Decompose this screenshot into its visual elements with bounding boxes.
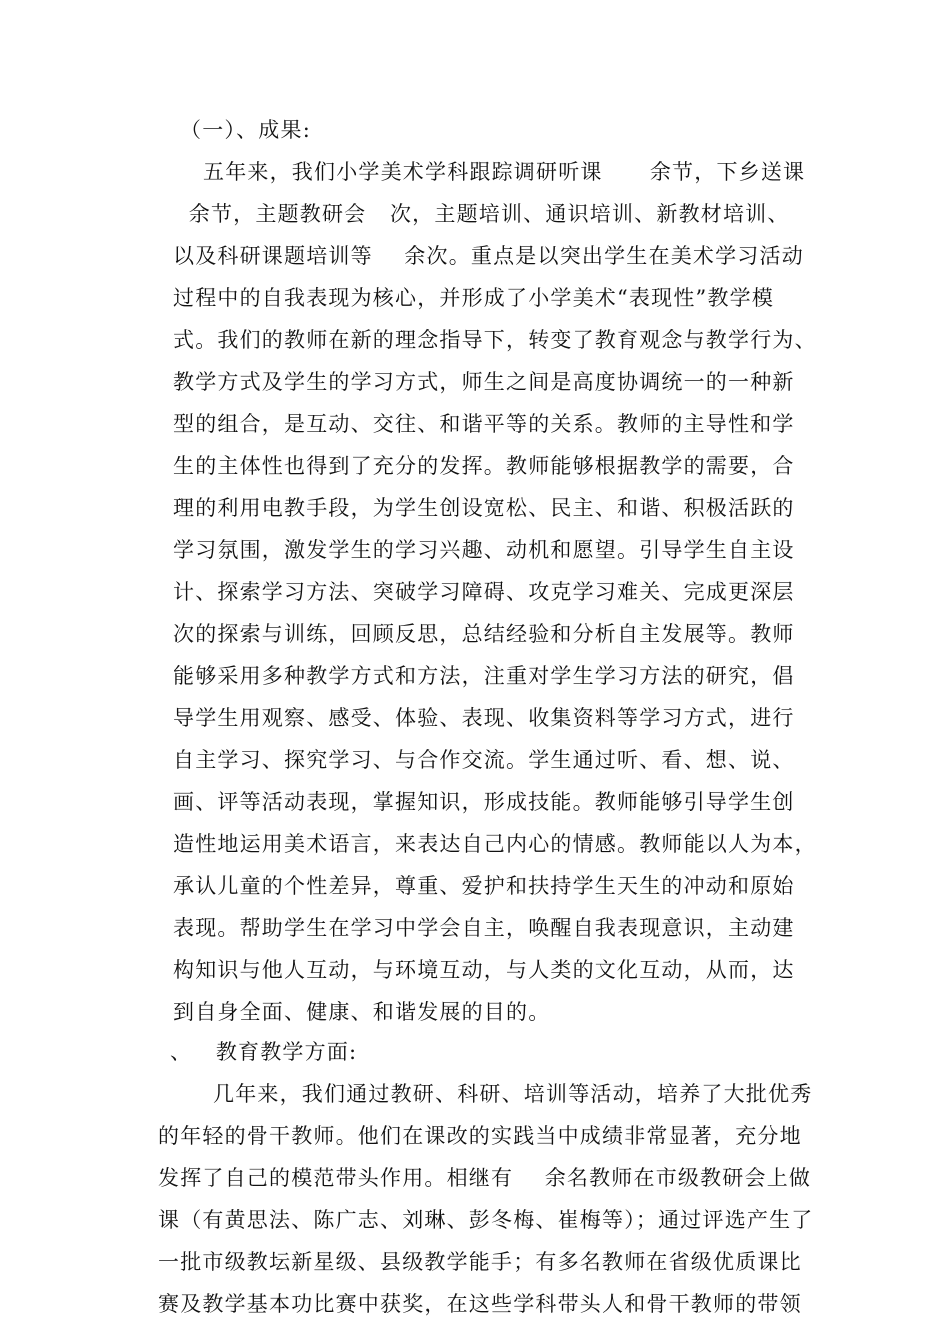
paragraph-line: 赛及教学基本功比赛中获奖，在这些学科带头人和骨干教师的带领 (158, 1292, 802, 1316)
paragraph-line: 余节，主题教研会 次，主题培训、通识培训、新教材培训、 (173, 202, 790, 226)
paragraph-line: 教学方式及学生的学习方式，师生之间是高度协调统一的一种新 (173, 370, 795, 394)
paragraph-line: 课（有黄思法、陈广志、刘琳、彭冬梅、崔梅等）；通过评选产生了 (158, 1208, 814, 1232)
paragraph-line: 构知识与他人互动，与环境互动，与人类的文化互动，从而，达 (173, 958, 795, 982)
paragraph-line: 表现。帮助学生在学习中学会自主，唤醒自我表现意识，主动建 (173, 916, 795, 940)
paragraph-line: 型的组合，是互动、交往、和谐平等的关系。教师的主导性和学 (173, 412, 795, 436)
paragraph-line: 到自身全面、健康、和谐发展的目的。 (173, 1000, 551, 1024)
paragraph-line: 学习氛围，激发学生的学习兴趣、动机和愿望。引导学生自主设 (173, 538, 795, 562)
paragraph-line: 几年来，我们通过教研、科研、培训等活动，培养了大批优秀 (213, 1082, 813, 1106)
paragraph-line: 自主学习、探究学习、与合作交流。学生通过听、看、想、说、 (173, 748, 795, 772)
paragraph-line: 画、评等活动表现，掌握知识，形成技能。教师能够引导学生创 (173, 790, 795, 814)
paragraph-line: 的年轻的骨干教师。他们在课改的实践当中成绩非常显著，充分地 (158, 1124, 802, 1148)
paragraph-line: 过程中的自我表现为核心，并形成了小学美术“表现性”教学模 (173, 286, 775, 310)
paragraph-line: 导学生用观察、感受、体验、表现、收集资料等学习方式，进行 (173, 706, 795, 730)
paragraph-line: 理的利用电教手段，为学生创设宽松、民主、和谐、积极活跃的 (173, 496, 795, 520)
paragraph-line: 以及科研课题培训等 余次。重点是以突出学生在美术学习活动 (173, 244, 804, 268)
paragraph-line: 造性地运用美术语言，来表达自己内心的情感。教师能以人为本， (173, 832, 817, 856)
paragraph-line: 次的探索与训练，回顾反思，总结经验和分析自主发展等。教师 (173, 622, 795, 646)
paragraph-line: 计、探索学习方法、突破学习障碍、攻克学习难关、完成更深层 (173, 580, 795, 604)
paragraph-line: 五年来，我们小学美术学科跟踪调研听课 余节，下乡送课 (203, 160, 806, 184)
section-heading-results: （一）、成果: (180, 118, 311, 142)
paragraph-line: 发挥了自己的模范带头作用。相继有 余名教师在市级教研会上做 (158, 1166, 812, 1190)
paragraph-line: 生的主体性也得到了充分的发挥。教师能够根据教学的需要，合 (173, 454, 795, 478)
paragraph-line: 能够采用多种教学方式和方法，注重对学生学习方法的研究，倡 (173, 664, 795, 688)
paragraph-line: 承认儿童的个性差异，尊重、爱护和扶持学生天生的冲动和原始 (173, 874, 795, 898)
section-heading-teaching: 、 教育教学方面: (170, 1040, 358, 1064)
paragraph-line: 一批市级教坛新星级、县级教学能手；有多名教师在省级优质课比 (158, 1250, 802, 1274)
paragraph-line: 式。我们的教师在新的理念指导下，转变了教育观念与教学行为、 (173, 328, 817, 352)
